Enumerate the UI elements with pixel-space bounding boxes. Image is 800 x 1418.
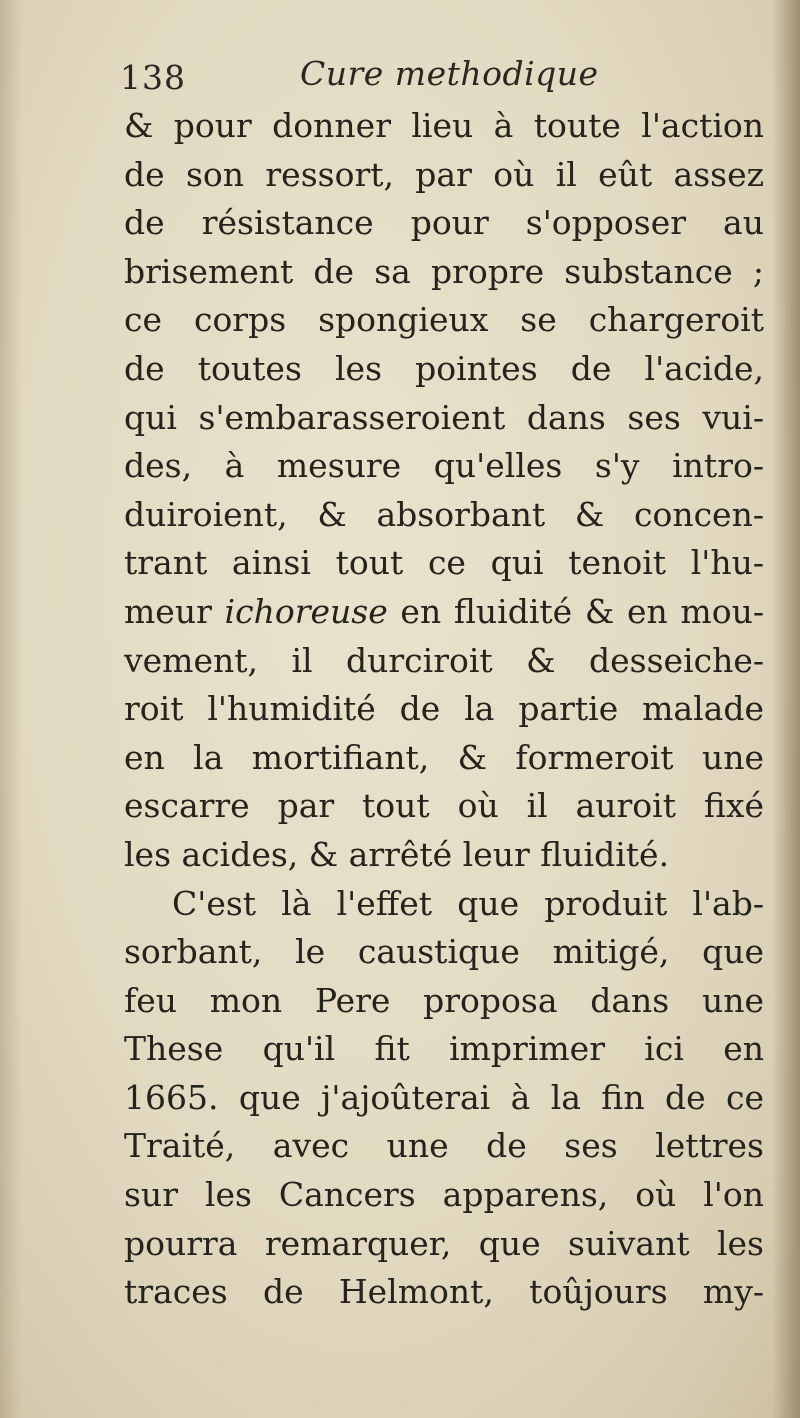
text-line: sur les Cancers apparens, où l'on [124, 1175, 764, 1215]
text-line: These qu'il fit imprimer ici en [124, 1029, 764, 1069]
text-line: roit l'humidité de la partie malade [124, 689, 764, 729]
text-line: traces de Helmont, toûjours my- [124, 1272, 764, 1312]
page-header [120, 52, 760, 102]
text-line: escarre par tout où il auroit fixé [124, 786, 764, 826]
italic-word: ichoreuse [224, 591, 388, 631]
page-gutter-shadow [0, 0, 22, 1418]
running-title: Cure methodique [300, 54, 599, 93]
text-line: ce corps spongieux se chargeroit [124, 300, 764, 340]
text-line: 1665. que j'ajoûterai à la fin de ce [124, 1077, 764, 1117]
text-line: en la mortifiant, & formeroit une [124, 737, 764, 777]
text-line: pourra remarquer, que suivant les [124, 1223, 764, 1263]
text-line: de résistance pour s'opposer au [124, 203, 764, 243]
text-segment: en fluidité & en mou- [387, 591, 764, 631]
page-number: 138 [120, 58, 186, 97]
page-edge-shadow [772, 0, 800, 1418]
body-text [124, 102, 764, 1317]
text-line: sorbant, le caustique mitigé, que [124, 932, 764, 972]
text-line: & pour donner lieu à toute l'action [124, 106, 764, 145]
text-segment: meur [124, 591, 225, 631]
text-line: de toutes les pointes de l'acide, [124, 348, 764, 388]
text-line: qui s'embarasseroient dans ses vui- [124, 397, 764, 437]
text-line: brisement de sa propre substance ; [124, 251, 764, 291]
text-line: Traité, avec une de ses lettres [124, 1126, 764, 1166]
text-line: les acides, & arrêté leur fluidité. [124, 834, 670, 874]
text-line: des, à mesure qu'elles s'y intro- [124, 446, 764, 486]
paragraph-start-line: C'est là l'effet que produit l'ab- [172, 883, 764, 923]
text-line: vement, il durciroit & desseiche- [124, 640, 764, 680]
text-line: feu mon Pere proposa dans une [124, 980, 764, 1020]
text-line: trant ainsi tout ce qui tenoit l'hu- [124, 543, 764, 583]
text-line: duiroient, & absorbant & concen- [124, 494, 764, 534]
text-line: de son ressort, par où il eût assez [124, 154, 764, 194]
text-line-with-italic [124, 588, 764, 637]
